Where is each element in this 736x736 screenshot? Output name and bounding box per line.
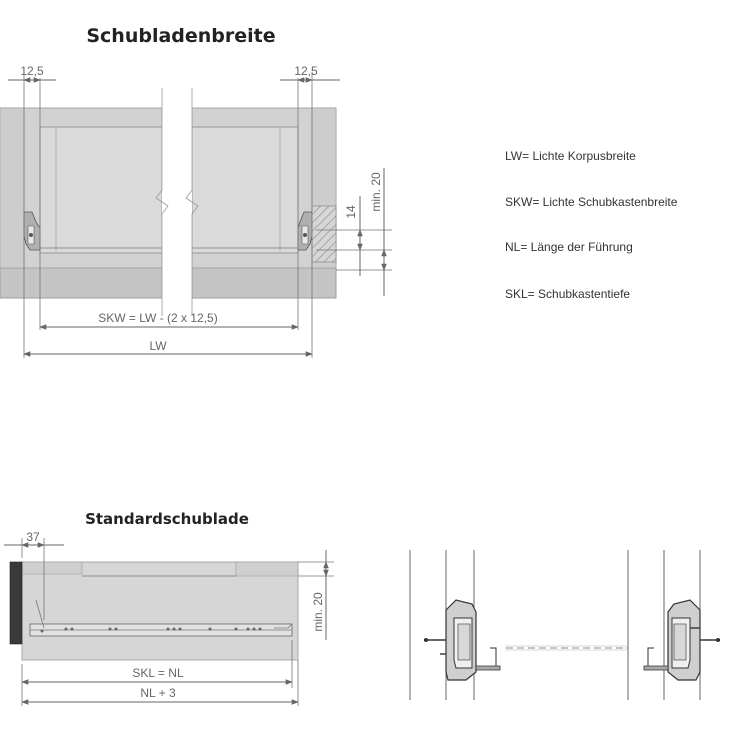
side-wall-left — [0, 108, 24, 268]
runner-detail-right — [644, 600, 720, 680]
top-title: Schubladenbreite — [86, 25, 276, 47]
nl-plus3-label: NL + 3 — [140, 686, 176, 700]
front-offset-label: 37 — [26, 530, 40, 544]
standard-drawer-drawing — [4, 530, 334, 706]
lw-label: LW — [149, 339, 167, 353]
bottom-panel-right — [192, 268, 336, 298]
drawer-front-panel — [10, 562, 22, 644]
vertical-14-label: 14 — [344, 205, 358, 219]
break-gap — [162, 86, 192, 316]
drawer-box-right — [192, 127, 298, 253]
left-offset-label: 12,5 — [20, 64, 44, 78]
drawer-box-left — [40, 127, 162, 253]
hatched-section — [312, 206, 336, 262]
legend-nl: NL= Länge der Führung — [505, 240, 633, 254]
skl-nl-label: SKL = NL — [132, 666, 184, 680]
runner-detail-drawing — [410, 550, 720, 700]
legend-skw: SKW= Lichte Schubkastenbreite — [505, 195, 678, 209]
drawer-width-drawing — [0, 64, 392, 358]
legend — [505, 149, 678, 301]
skw-formula-label: SKW = LW - (2 x 12,5) — [98, 311, 218, 325]
legend-skl: SKL= Schubkastentiefe — [505, 287, 631, 301]
vertical-min20-bottom-label: min. 20 — [311, 592, 325, 632]
runner-detail-left — [424, 600, 500, 680]
drawer-side-body — [22, 562, 298, 660]
legend-lw: LW= Lichte Korpusbreite — [505, 149, 636, 163]
right-offset-label: 12,5 — [294, 64, 318, 78]
vertical-min20-top-label: min. 20 — [369, 172, 383, 212]
bottom-title: Standardschublade — [85, 510, 249, 528]
